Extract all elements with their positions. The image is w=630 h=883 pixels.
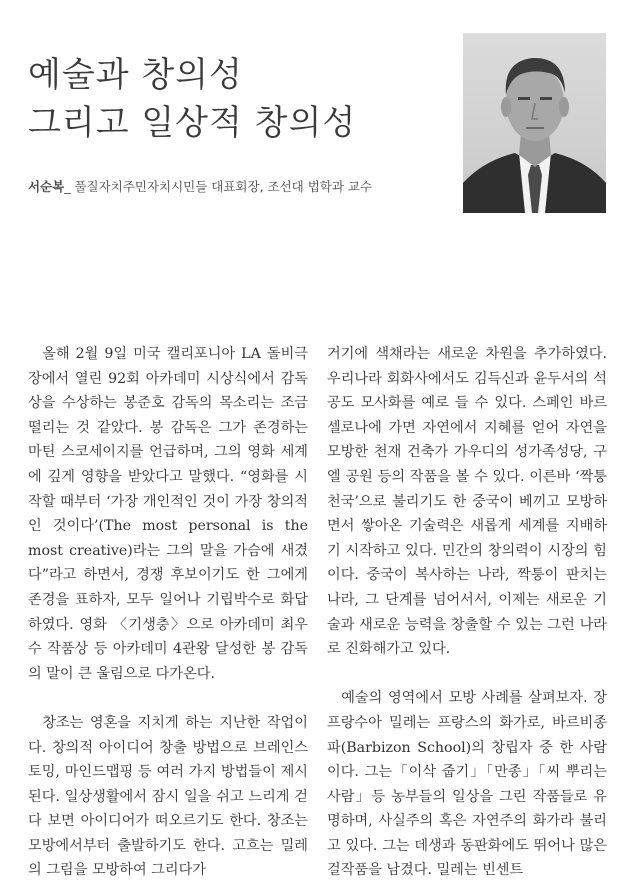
author-byline — [28, 177, 372, 195]
right-paragraph-2: 예술의 영역에서 모방 사례를 살펴보자. 장 프랑수아 밀레는 프랑스의 화가로, 바르비종 파(Barbizon School)의 창립자 중 한 사람이다. 그는「이삭 줍기」「만종」「씨 뿌리는 사람」등 농부들의 일상을 그린 작품들로 유명하며, 사실주의 혹은 자연주의 화가라 불리고 있다. 그는 데생과 동판화에도 뛰어나 많은 걸작품을 남겼다. 밀레는 빈센트 — [327, 690, 607, 879]
left-paragraph-2: 창조는 영혼을 지치게 하는 지난한 작업이다. 창의적 아이디어 창출 방법으로 브레인스토밍, 마인드맵핑 등 여러 가지 방법들이 제시된다. 일상생활에서 잠시 일을 쉬고 느리게 걷다 보면 아이디어가 떠오르기도 한다. 창조는 모방에서부터 출발하기도 한다. 고흐는 밀레의 그림을 모방하여 그리다가 — [28, 714, 308, 879]
right-column — [327, 342, 607, 883]
left-paragraph-1: 올해 2월 9일 미국 캘리포니아 LA 돌비극장에서 열린 92회 아카데미 시상식에서 감독상을 수상하는 봉준호 감독의 목소리는 조금 떨리는 것 같았다. 봉 감독은 그가 존경하는 마틴 스코세이지를 언급하며, 그의 영화 세계에 깊게 영향을 받았다고 말했다. “영화를 시작할 때부터 ‘가장 개인적인 것이 가장 창의적인 것이다’(The most personal is the most creative)라는 그의 말을 가슴에 새겼다”라고 하면서, 경쟁 후보이기도 한 그에게 존경을 표하자, 모두 일어나 기립박수로 화답하였다. 영화 〈기생충〉으로 아카데미 최우수 작품상 등 아카데미 4관왕 달성한 봉 감독의 말이 큰 울림으로 다가온다. — [28, 346, 308, 682]
right-paragraph-1: 거기에 색채라는 새로운 차원을 추가하였다. 우리나라 회화사에서도 김득신과 윤두서의 석공도 모사화를 예로 들 수 있다. 스페인 바르셀로나에 가면 자연에서 지혜를 얻어 자연을 모방한 천재 건축가 가우디의 성가족성당, 구엘 공원 등의 작품을 볼 수 있다. 이른바 ‘짝퉁 천국’으로 불리기도 한 중국이 베끼고 모방하면서 쌓아온 기술력은 새롭게 세계를 지배하기 시작하고 있다. 민간의 창의력이 시장의 힘이다. 중국이 복사하는 나라, 짝퉁이 판치는 나라, 그 단계를 넘어서서, 이제는 새로운 기술과 새로운 능력을 창출할 수 있는 그런 나라로 진화해가고 있다. — [327, 346, 607, 658]
author-portrait-icon — [463, 33, 606, 213]
byline-separator: _ — [64, 179, 75, 194]
left-column — [28, 342, 308, 883]
title-line-2: 그리고 일상적 창의성 — [28, 102, 357, 143]
article-title — [28, 51, 438, 147]
author-description: 풀질자치주민자치시민들 대표회장, 조선대 법학과 교수 — [74, 179, 373, 194]
author-name: 서순복 — [28, 179, 65, 194]
author-portrait-photo — [463, 33, 606, 213]
title-line-1: 예술과 창의성 — [28, 54, 243, 95]
